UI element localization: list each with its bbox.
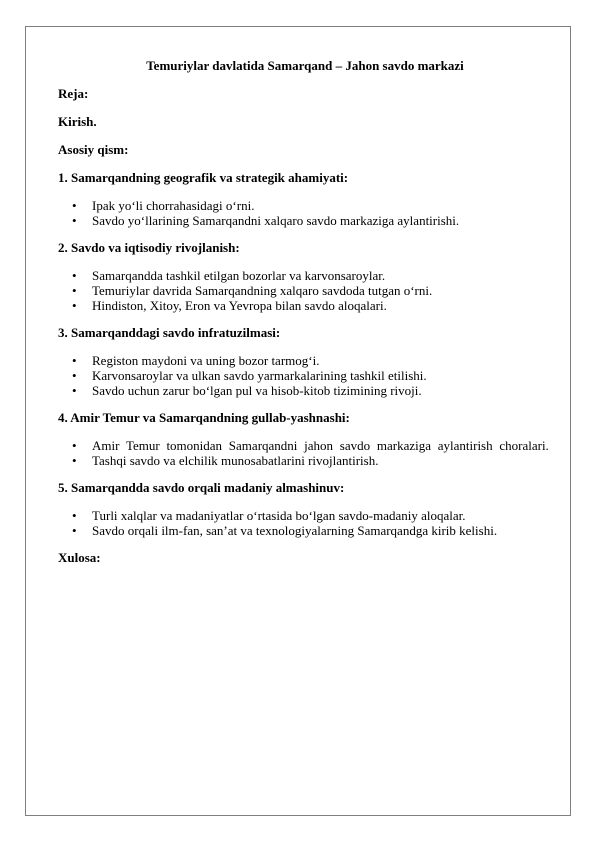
list-item-text: Savdo yo‘llarining Samarqandni xalqaro savdo markaziga aylantirishi. [92, 213, 460, 228]
plan-label: Reja: [58, 86, 89, 101]
conclusion-label: Xulosa: [58, 550, 101, 565]
section-heading-5: 5. Samarqandda savdo orqali madaniy almashinuv: [58, 480, 345, 495]
bullet-icon: • [72, 438, 77, 453]
bullet-icon: • [72, 213, 77, 228]
list-item-text: Turli xalqlar va madaniyatlar o‘rtasida bo‘lgan savdo-madaniy aloqalar. [92, 508, 466, 523]
list-item-text: Ipak yo‘li chorrahasidagi o‘rni. [92, 198, 255, 213]
list-item-text: Savdo orqali ilm-fan, san’at va texnologiyalarning Samarqandga kirib kelishi. [92, 523, 498, 538]
list-item [58, 368, 552, 383]
list-item [58, 453, 552, 468]
list-item [58, 523, 552, 538]
section-list-4 [58, 438, 552, 468]
section-list-2 [58, 268, 552, 313]
list-item [58, 198, 552, 213]
section-heading-2: 2. Savdo va iqtisodiy rivojlanish: [58, 240, 240, 255]
section-heading-4: 4. Amir Temur va Samarqandning gullab-yashnashi: [58, 410, 350, 425]
bullet-icon: • [72, 508, 77, 523]
main-part-label: Asosiy qism: [58, 142, 129, 157]
introduction-label: Kirish. [58, 114, 97, 129]
list-item-text: Tashqi savdo va elchilik munosabatlarini rivojlantirish. [92, 453, 379, 468]
list-item [58, 283, 552, 298]
bullet-icon: • [72, 283, 77, 298]
list-item [58, 298, 552, 313]
bullet-icon: • [72, 268, 77, 283]
document-title: Temuriylar davlatida Samarqand – Jahon savdo markazi [146, 58, 464, 73]
list-item [58, 268, 552, 283]
section-heading-3: 3. Samarqanddagi savdo infratuzilmasi: [58, 325, 281, 340]
list-item [58, 508, 552, 523]
list-item [58, 213, 552, 228]
bullet-icon: • [72, 198, 77, 213]
list-item [58, 438, 552, 453]
list-item-text: Temuriylar davrida Samarqandning xalqaro savdoda tutgan o‘rni. [92, 283, 433, 298]
bullet-icon: • [72, 368, 77, 383]
section-list-1 [58, 198, 552, 228]
bullet-icon: • [72, 523, 77, 538]
bullet-icon: • [72, 383, 77, 398]
list-item-text: Karvonsaroylar va ulkan savdo yarmarkalarining tashkil etilishi. [92, 368, 427, 383]
document-body [58, 58, 552, 578]
list-item-text: Samarqandda tashkil etilgan bozorlar va karvonsaroylar. [92, 268, 386, 283]
bullet-icon: • [72, 353, 77, 368]
bullet-icon: • [72, 453, 77, 468]
list-item-text: Amir Temur tomonidan Samarqandni jahon savdo markaziga aylantirish choralari. [92, 438, 549, 453]
list-item-text: Savdo uchun zarur bo‘lgan pul va hisob-kitob tizimining rivoji. [92, 383, 422, 398]
bullet-icon: • [72, 298, 77, 313]
list-item [58, 383, 552, 398]
list-item [58, 353, 552, 368]
list-item-text: Hindiston, Xitoy, Eron va Yevropa bilan savdo aloqalari. [92, 298, 387, 313]
list-item-text: Registon maydoni va uning bozor tarmog‘i. [92, 353, 320, 368]
section-list-5 [58, 508, 552, 538]
section-list-3 [58, 353, 552, 398]
section-heading-1: 1. Samarqandning geografik va strategik ahamiyati: [58, 170, 349, 185]
